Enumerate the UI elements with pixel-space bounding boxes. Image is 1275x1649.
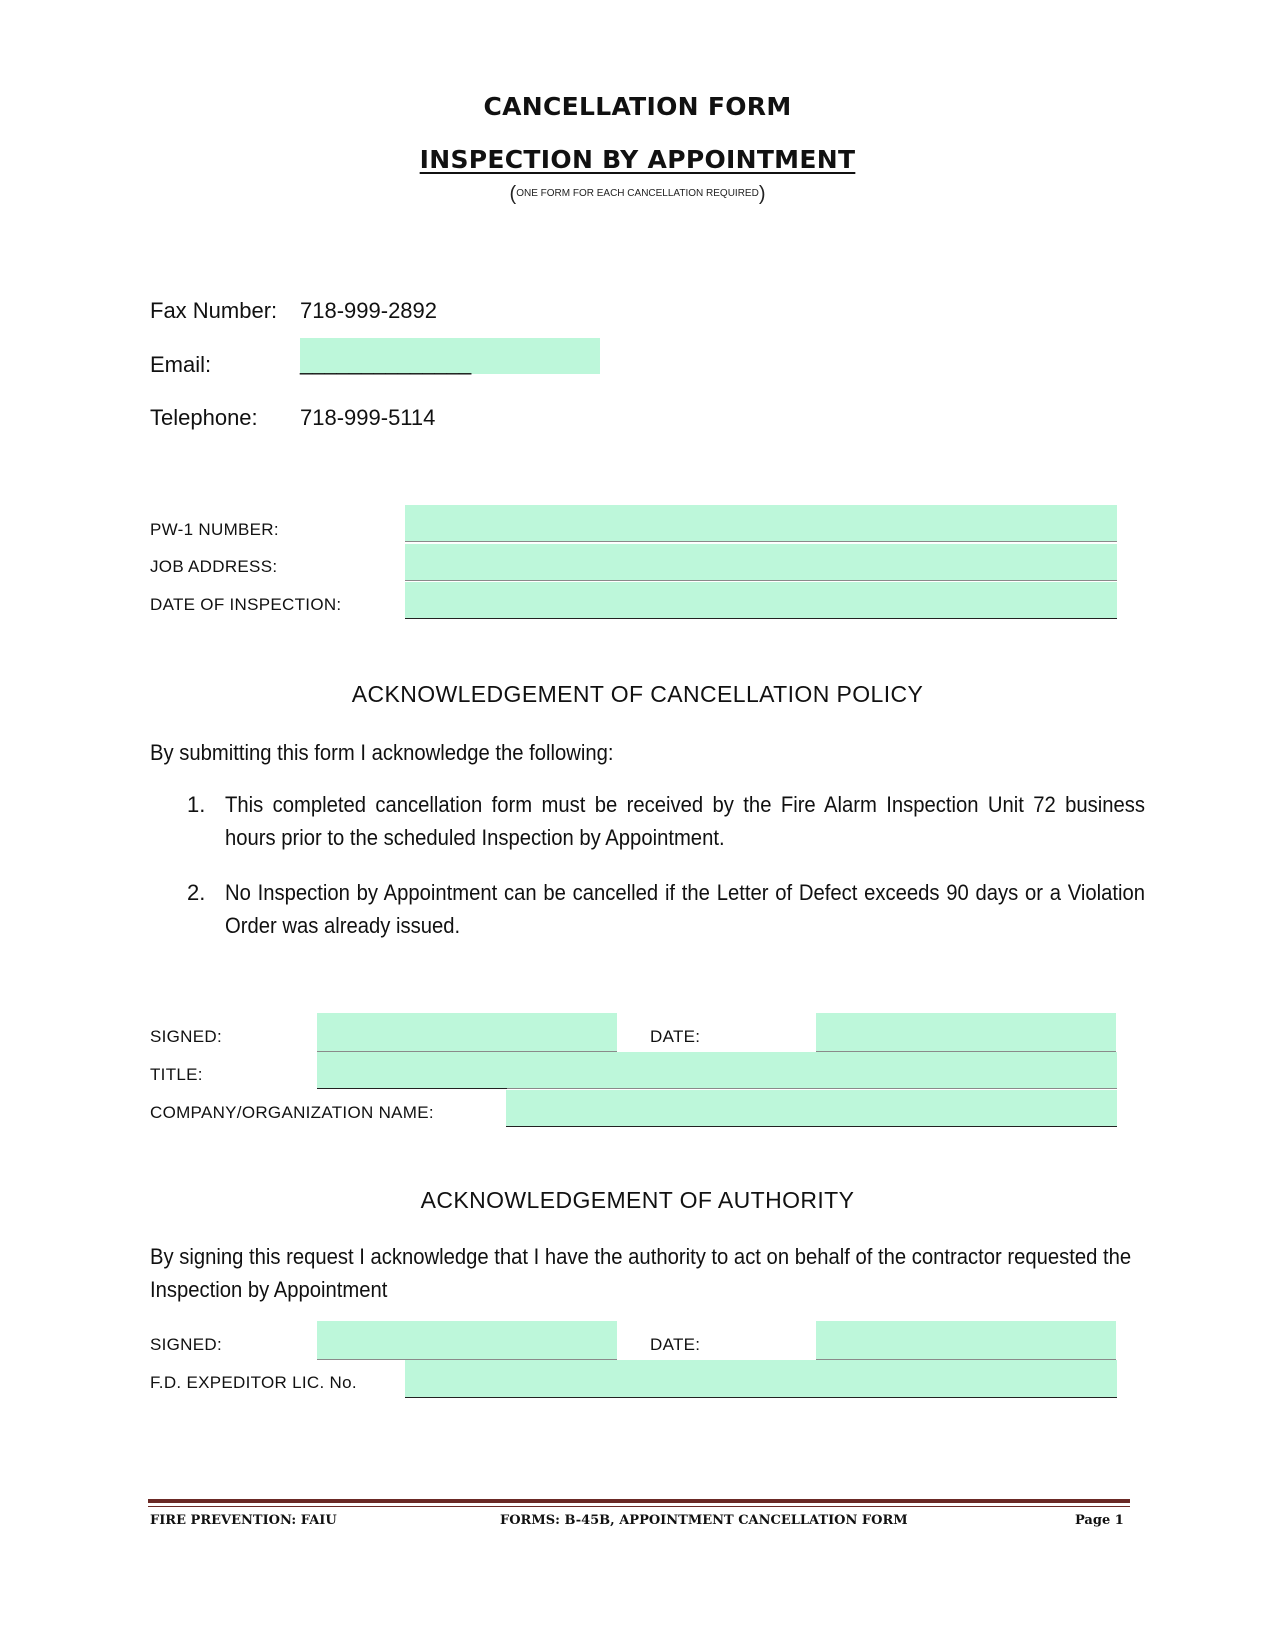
note-close-paren: )	[758, 183, 766, 205]
form-title: CANCELLATION FORM	[483, 92, 792, 121]
policy-title-field[interactable]	[317, 1052, 1117, 1089]
pw1-number-label: PW-1 NUMBER:	[150, 520, 279, 539]
footer-center: FORMS: B-45B, APPOINTMENT CANCELLATION FORM	[500, 1513, 908, 1528]
company-name-field[interactable]	[506, 1090, 1117, 1127]
policy-item-2-text: No Inspection by Appointment can be cancelled if the Letter of Defect exceeds 90 days or a Violation Order was already issued.	[225, 880, 1145, 938]
job-address-field[interactable]	[405, 544, 1117, 581]
policy-item-1-text: This completed cancellation form must be received by the Fire Alarm Inspection Unit 72 business hours prior to the scheduled Inspection by Appointment.	[225, 792, 1145, 850]
authority-date-label: DATE:	[650, 1335, 701, 1354]
footer-rule-thin	[148, 1506, 1130, 1507]
policy-signed-label: SIGNED:	[150, 1027, 223, 1046]
note-text: ONE FORM FOR EACH CANCELLATION REQUIRED	[516, 188, 759, 199]
policy-date-field[interactable]	[816, 1013, 1116, 1052]
form-note	[0, 183, 1275, 206]
fax-value: 718-999-2892	[300, 298, 438, 323]
authority-signed-field[interactable]	[317, 1321, 617, 1360]
email-label: Email:	[150, 352, 212, 377]
company-name-label: COMPANY/ORGANIZATION NAME:	[150, 1103, 434, 1122]
email-value: ______________	[300, 350, 472, 375]
policy-title-underline	[317, 1088, 507, 1089]
form-subtitle	[0, 145, 1275, 174]
date-of-inspection-field[interactable]	[405, 582, 1117, 619]
policy-item-2-number: 2.	[187, 880, 206, 905]
policy-signed-field[interactable]	[317, 1013, 617, 1052]
telephone-value: 718-999-5114	[300, 405, 436, 430]
job-address-label: JOB ADDRESS:	[150, 557, 278, 576]
date-of-inspection-label: DATE OF INSPECTION:	[150, 595, 342, 614]
pw1-number-field[interactable]	[405, 505, 1117, 542]
policy-item-1-number: 1.	[187, 792, 206, 817]
policy-date-label: DATE:	[650, 1027, 701, 1046]
policy-heading: ACKNOWLEDGEMENT OF CANCELLATION POLICY	[351, 681, 924, 707]
authority-signed-label: SIGNED:	[150, 1335, 223, 1354]
form-subtitle-text: INSPECTION BY APPOINTMENT	[419, 145, 856, 174]
telephone-label: Telephone:	[150, 405, 258, 430]
note-open-paren: (	[509, 183, 517, 205]
expeditor-lic-label: F.D. EXPEDITOR LIC. No.	[150, 1373, 357, 1392]
footer-left: FIRE PREVENTION: FAIU	[150, 1513, 337, 1528]
fax-label: Fax Number:	[150, 298, 278, 323]
authority-date-field[interactable]	[816, 1321, 1116, 1360]
policy-title-label: TITLE:	[150, 1065, 203, 1084]
footer-page-number: Page 1	[1075, 1513, 1124, 1528]
policy-intro: By submitting this form I acknowledge the following:	[150, 740, 614, 765]
authority-text: By signing this request I acknowledge that I have the authority to act on behalf of the contractor requested the Inspection by Appointment	[150, 1244, 1132, 1302]
authority-heading: ACKNOWLEDGEMENT OF AUTHORITY	[420, 1187, 855, 1213]
footer-rule-thick	[148, 1499, 1130, 1503]
expeditor-lic-field[interactable]	[405, 1360, 1117, 1398]
